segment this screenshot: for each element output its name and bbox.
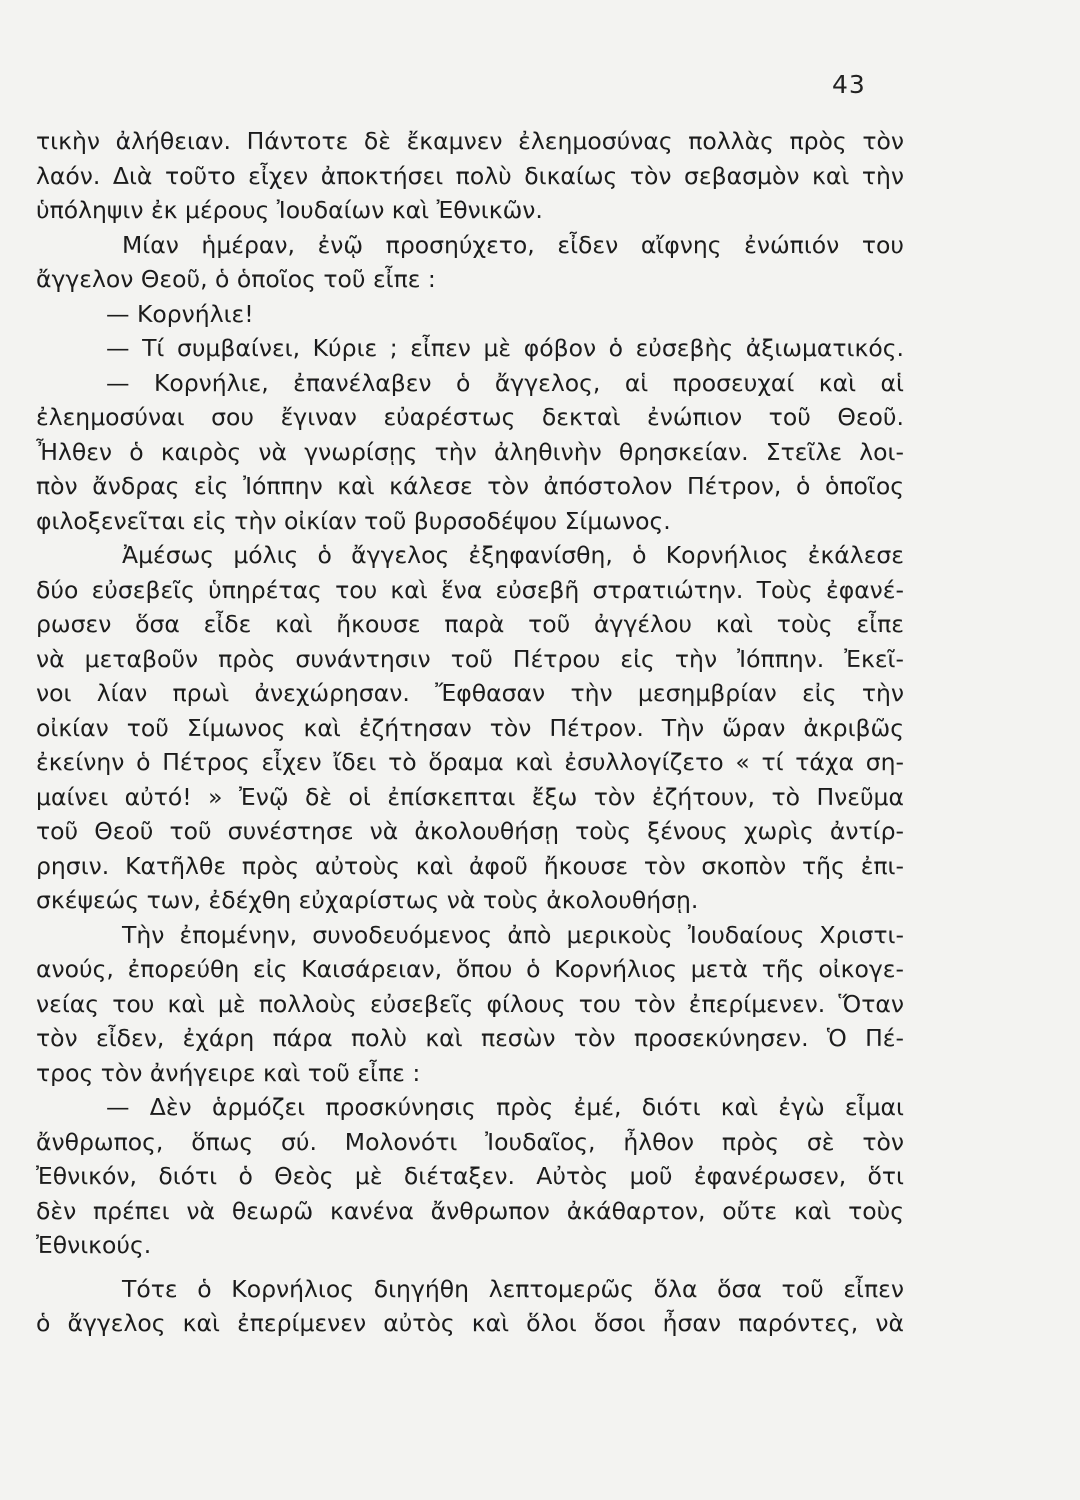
- text-line: ἐκείνην ὁ Πέτρος εἶχεν ἴδει τὸ ὅραμα καὶ ἐσυλλογίζετο « τί τάχα ση-: [36, 748, 904, 776]
- text-line: Ἦλθεν ὁ καιρὸς νὰ γνωρίσῃς τὴν ἀληθινὴν θρησκείαν. Στεῖλε λοι-: [36, 437, 904, 466]
- text-line: νὰ μεταβοῦν πρὸς συνάντησιν τοῦ Πέτρου εἰς τὴν Ἰόππην. Ἐκεῖ-: [36, 644, 904, 673]
- text-line: Μίαν ἡμέραν, ἐνῷ προσηύχετο, εἶδεν αἴφνης ἐνώπιόν του: [122, 230, 904, 259]
- text-line: ρησιν. Κατῆλθε πρὸς αὐτοὺς καὶ ἀφοῦ ἤκουσε τὸν σκοπὸν τῆς ἐπι-: [36, 851, 904, 880]
- text-line: — Κορνήλιε!: [106, 299, 254, 328]
- text-line: ἄγγελον Θεοῦ, ὁ ὁποῖος τοῦ εἶπε :: [36, 265, 436, 293]
- text-line: νείας του καὶ μὲ πολλοὺς εὐσεβεῖς φίλους του τὸν ἐπερίμενεν. Ὅταν: [36, 989, 904, 1018]
- text-line: — Δὲν ἁρμόζει προσκύνησις πρὸς ἐμέ, διότι καὶ ἐγὼ εἶμαι: [106, 1093, 904, 1121]
- text-line: Ἐθνικόν, διότι ὁ Θεὸς μὲ διέταξεν. Αὐτὸς μοῦ ἐφανέρωσεν, ὅτι: [36, 1162, 904, 1190]
- text-line: σκέψεώς των, ἐδέχθη εὐχαρίστως νὰ τοὺς ἀκολουθήσῃ.: [36, 886, 699, 914]
- text-line: νοι λίαν πρωὶ ἀνεχώρησαν. Ἔφθασαν τὴν μεσημβρίαν εἰς τὴν: [36, 679, 904, 707]
- text-line: ἄνθρωπος, ὅπως σύ. Μολονότι Ἰουδαῖος, ἦλθον πρὸς σὲ τὸν: [36, 1127, 904, 1156]
- text-line: δύο εὐσεβεῖς ὑπηρέτας του καὶ ἕνα εὐσεβῆ στρατιώτην. Τοὺς ἐφανέ-: [36, 575, 904, 604]
- text-line: τὸν εἶδεν, ἐχάρη πάρα πολὺ καὶ πεσὼν τὸν προσεκύνησεν. Ὁ Πέ-: [36, 1024, 904, 1052]
- text-line: Τὴν ἐπομένην, συνοδευόμενος ἀπὸ μερικοὺς Ἰουδαίους Χριστι-: [122, 920, 904, 949]
- text-line: ανούς, ἐπορεύθη εἰς Καισάρειαν, ὅπου ὁ Κορνήλιος μετὰ τῆς οἰκογε-: [36, 955, 904, 983]
- body-text: [36, 124, 904, 1341]
- text-line: τοῦ Θεοῦ τοῦ συνέστησε νὰ ἀκολουθήσῃ τοὺς ξένους χωρὶς ἀντίρ-: [36, 817, 904, 845]
- text-line: φιλοξενεῖται εἰς τὴν οἰκίαν τοῦ βυρσοδέψου Σίμωνος.: [36, 506, 671, 535]
- text-line: πὸν ἄνδρας εἰς Ἰόππην καὶ κάλεσε τὸν ἀπόστολον Πέτρον, ὁ ὁποῖος: [36, 472, 904, 500]
- text-line: ρωσεν ὅσα εἶδε καὶ ἤκουσε παρὰ τοῦ ἀγγέλου καὶ τοὺς εἶπε: [36, 610, 904, 638]
- text-line: τικὴν ἀλήθειαν. Πάντοτε δὲ ἔκαμνεν ἐλεημοσύνας πολλὰς πρὸς τὸν: [36, 127, 904, 155]
- text-line: δὲν πρέπει νὰ θεωρῶ κανένα ἄνθρωπον ἀκάθαρτον, οὔτε καὶ τοὺς: [36, 1196, 904, 1225]
- text-line: ὑπόληψιν ἐκ μέρους Ἰουδαίων καὶ Ἐθνικῶν.: [36, 196, 543, 224]
- text-line: ὁ ἄγγελος καὶ ἐπερίμενεν αὐτὸς καὶ ὅλοι ὅσοι ἦσαν παρόντες, νὰ: [36, 1309, 904, 1337]
- text-line: οἰκίαν τοῦ Σίμωνος καὶ ἐζήτησαν τὸν Πέτρον. Τὴν ὥραν ἀκριβῶς: [36, 713, 904, 742]
- text-line: ἐλεημοσύναι σου ἔγιναν εὐαρέστως δεκταὶ ἐνώπιον τοῦ Θεοῦ.: [36, 403, 904, 431]
- text-line: τρος τὸν ἀνήγειρε καὶ τοῦ εἶπε :: [36, 1058, 421, 1087]
- text-line: — Κορνήλιε, ἐπανέλαβεν ὁ ἄγγελος, αἱ προσευχαί καὶ αἱ: [106, 368, 904, 397]
- text-line: Ἐθνικούς.: [36, 1231, 152, 1259]
- text-line: Ἀμέσως μόλις ὁ ἄγγελος ἐξηφανίσθη, ὁ Κορνήλιος ἐκάλεσε: [122, 541, 904, 569]
- text-line: — Τί συμβαίνει, Κύριε ; εἶπεν μὲ φόβον ὁ εὐσεβὴς ἀξιωματικός.: [106, 334, 904, 362]
- page-number: 43: [832, 70, 866, 99]
- text-line: λαόν. Διὰ τοῦτο εἶχεν ἀποκτήσει πολὺ δικαίως τὸν σεβασμὸν καὶ τὴν: [36, 161, 904, 190]
- text-line: μαίνει αὐτό! » Ἐνῷ δὲ οἱ ἐπίσκεπται ἔξω τὸν ἐζήτουν, τὸ Πνεῦμα: [36, 782, 904, 811]
- text-line: Τότε ὁ Κορνήλιος διηγήθη λεπτομερῶς ὅλα ὅσα τοῦ εἶπεν: [122, 1274, 904, 1303]
